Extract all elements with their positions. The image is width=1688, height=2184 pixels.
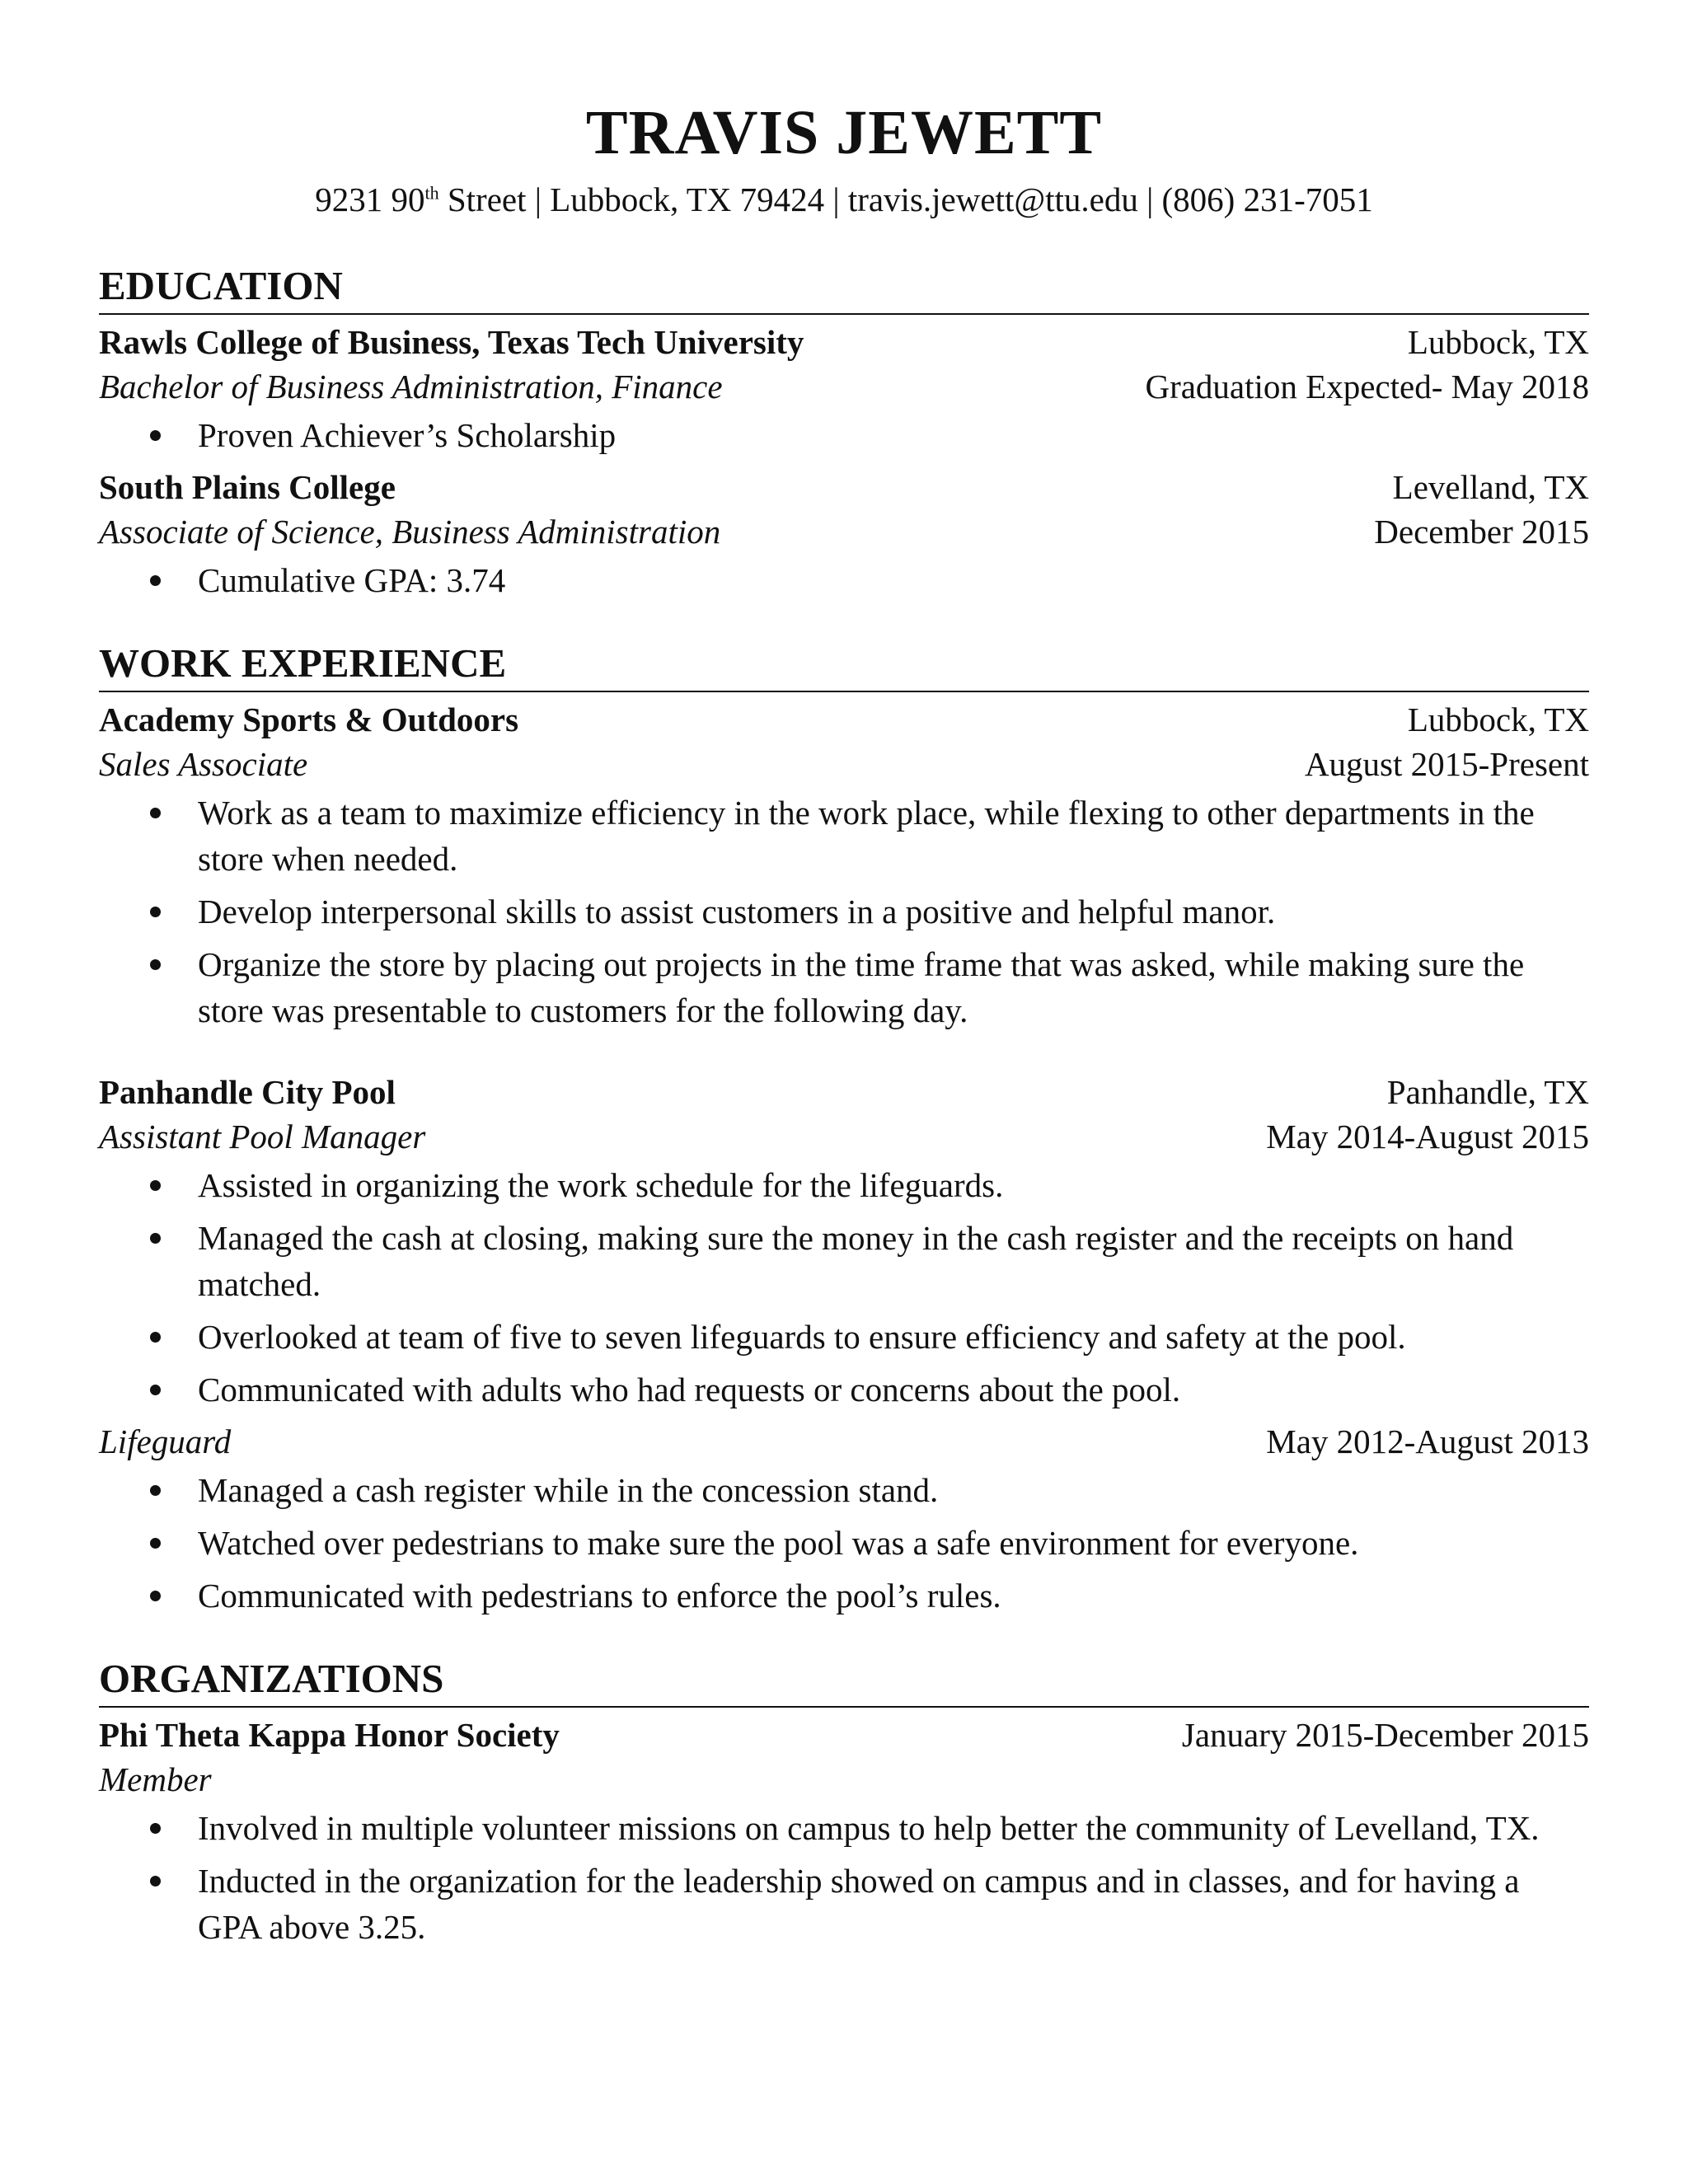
- bullet-text: Overlooked at team of five to seven lifeguards to ensure efficiency and safety at the pool.: [198, 1318, 1406, 1356]
- job-entry: [99, 697, 1589, 1033]
- bullet-icon: [150, 1233, 161, 1244]
- bullet-text: Proven Achiever’s Scholarship: [198, 416, 617, 454]
- degree: Associate of Science, Business Administration: [99, 513, 721, 551]
- bullet-item: [99, 1858, 1589, 1950]
- bullet-text: Organize the store by placing out projects in the time frame that was asked, while making sure the store was presentable to customers for the following day.: [198, 945, 1525, 1029]
- degree: Bachelor of Business Administration, Finance: [99, 368, 723, 405]
- bullet-icon: [150, 1332, 161, 1343]
- bullet-icon: [150, 1876, 161, 1886]
- bullet-item: [99, 1314, 1589, 1360]
- company-location: Lubbock, TX: [1407, 701, 1589, 738]
- organizations-section: [99, 1653, 1589, 1950]
- bullet-text: Assisted in organizing the work schedule for the lifeguards.: [198, 1166, 1004, 1204]
- contact-details: Street | Lubbock, TX 79424 | travis.jewett@ttu.edu | (806) 231-7051: [438, 180, 1373, 218]
- bullet-list: [99, 557, 1589, 603]
- bullet-icon: [150, 430, 161, 441]
- bullet-list: [99, 1467, 1589, 1619]
- bullet-item: [99, 557, 1589, 603]
- bullet-item: [99, 1520, 1589, 1566]
- job-date: May 2012-August 2013: [1266, 1422, 1589, 1460]
- bullet-item: [99, 1572, 1589, 1619]
- bullet-icon: [150, 1538, 161, 1549]
- job-role: Lifeguard: [99, 1422, 232, 1460]
- work-section: [99, 638, 1589, 1619]
- job-entry: [99, 1070, 1589, 1619]
- school-location: Lubbock, TX: [1407, 323, 1589, 361]
- bullet-text: Managed a cash register while in the concession stand.: [198, 1471, 939, 1509]
- bullet-text: Inducted in the organization for the leadership showed on campus and in classes, and for having a GPA above 3.25.: [198, 1862, 1520, 1946]
- bullet-item: [99, 1467, 1589, 1513]
- organization-name: Phi Theta Kappa Honor Society: [99, 1716, 560, 1754]
- school-location: Levelland, TX: [1392, 468, 1589, 506]
- bullet-text: Develop interpersonal skills to assist customers in a positive and helpful manor.: [198, 893, 1276, 930]
- bullet-item: [99, 888, 1589, 935]
- education-heading: EDUCATION: [99, 260, 1589, 315]
- bullet-text: Cumulative GPA: 3.74: [198, 561, 506, 599]
- company-name: Academy Sports & Outdoors: [99, 701, 519, 738]
- bullet-icon: [150, 1823, 161, 1834]
- education-entry: [99, 465, 1589, 603]
- street-ordinal: th: [424, 182, 439, 204]
- work-heading: WORK EXPERIENCE: [99, 638, 1589, 692]
- bullet-text: Communicated with adults who had requests or concerns about the pool.: [198, 1371, 1181, 1408]
- street-number: 9231 90: [315, 180, 425, 218]
- organization-role: Member: [99, 1760, 212, 1798]
- bullet-list: [99, 790, 1589, 1033]
- bullet-text: Work as a team to maximize efficiency in the work place, while flexing to other departments in the store when needed.: [198, 794, 1535, 878]
- degree-date: December 2015: [1374, 513, 1589, 551]
- job-role: Assistant Pool Manager: [99, 1118, 426, 1155]
- bullet-list: [99, 1805, 1589, 1950]
- company-location: Panhandle, TX: [1386, 1073, 1589, 1111]
- bullet-text: Communicated with pedestrians to enforce the pool’s rules.: [198, 1577, 1001, 1615]
- bullet-text: Involved in multiple volunteer missions on campus to help better the community of Levelland, TX.: [198, 1809, 1540, 1847]
- organizations-heading: ORGANIZATIONS: [99, 1653, 1589, 1708]
- bullet-item: [99, 790, 1589, 882]
- bullet-icon: [150, 1485, 161, 1496]
- bullet-list: [99, 1162, 1589, 1413]
- bullet-list: [99, 412, 1589, 458]
- school-name: South Plains College: [99, 468, 396, 506]
- bullet-item: [99, 412, 1589, 458]
- bullet-icon: [150, 907, 161, 917]
- bullet-text: Watched over pedestrians to make sure the pool was a safe environment for everyone.: [198, 1524, 1359, 1562]
- candidate-name: TRAVIS JEWETT: [585, 98, 1103, 167]
- job-date: May 2014-August 2015: [1266, 1118, 1589, 1155]
- bullet-text: Managed the cash at closing, making sure the money in the cash register and the receipts on hand matched.: [198, 1219, 1514, 1303]
- bullet-item: [99, 941, 1589, 1033]
- bullet-item: [99, 1162, 1589, 1208]
- school-name: Rawls College of Business, Texas Tech University: [99, 323, 804, 361]
- bullet-icon: [150, 1180, 161, 1191]
- bullet-icon: [150, 1385, 161, 1395]
- contact-line: [99, 176, 1589, 223]
- bullet-icon: [150, 959, 161, 970]
- bullet-icon: [150, 808, 161, 818]
- education-entry: [99, 320, 1589, 458]
- organization-entry: [99, 1713, 1589, 1950]
- bullet-item: [99, 1366, 1589, 1413]
- job-role: Sales Associate: [99, 745, 308, 783]
- job-date: August 2015-Present: [1304, 745, 1589, 783]
- bullet-item: [99, 1215, 1589, 1307]
- degree-date: Graduation Expected- May 2018: [1145, 368, 1589, 405]
- bullet-item: [99, 1805, 1589, 1851]
- bullet-icon: [150, 1591, 161, 1601]
- bullet-icon: [150, 575, 161, 586]
- organization-date: January 2015-December 2015: [1181, 1716, 1589, 1754]
- spacer: [99, 1040, 1589, 1070]
- company-name: Panhandle City Pool: [99, 1073, 396, 1111]
- education-section: [99, 260, 1589, 603]
